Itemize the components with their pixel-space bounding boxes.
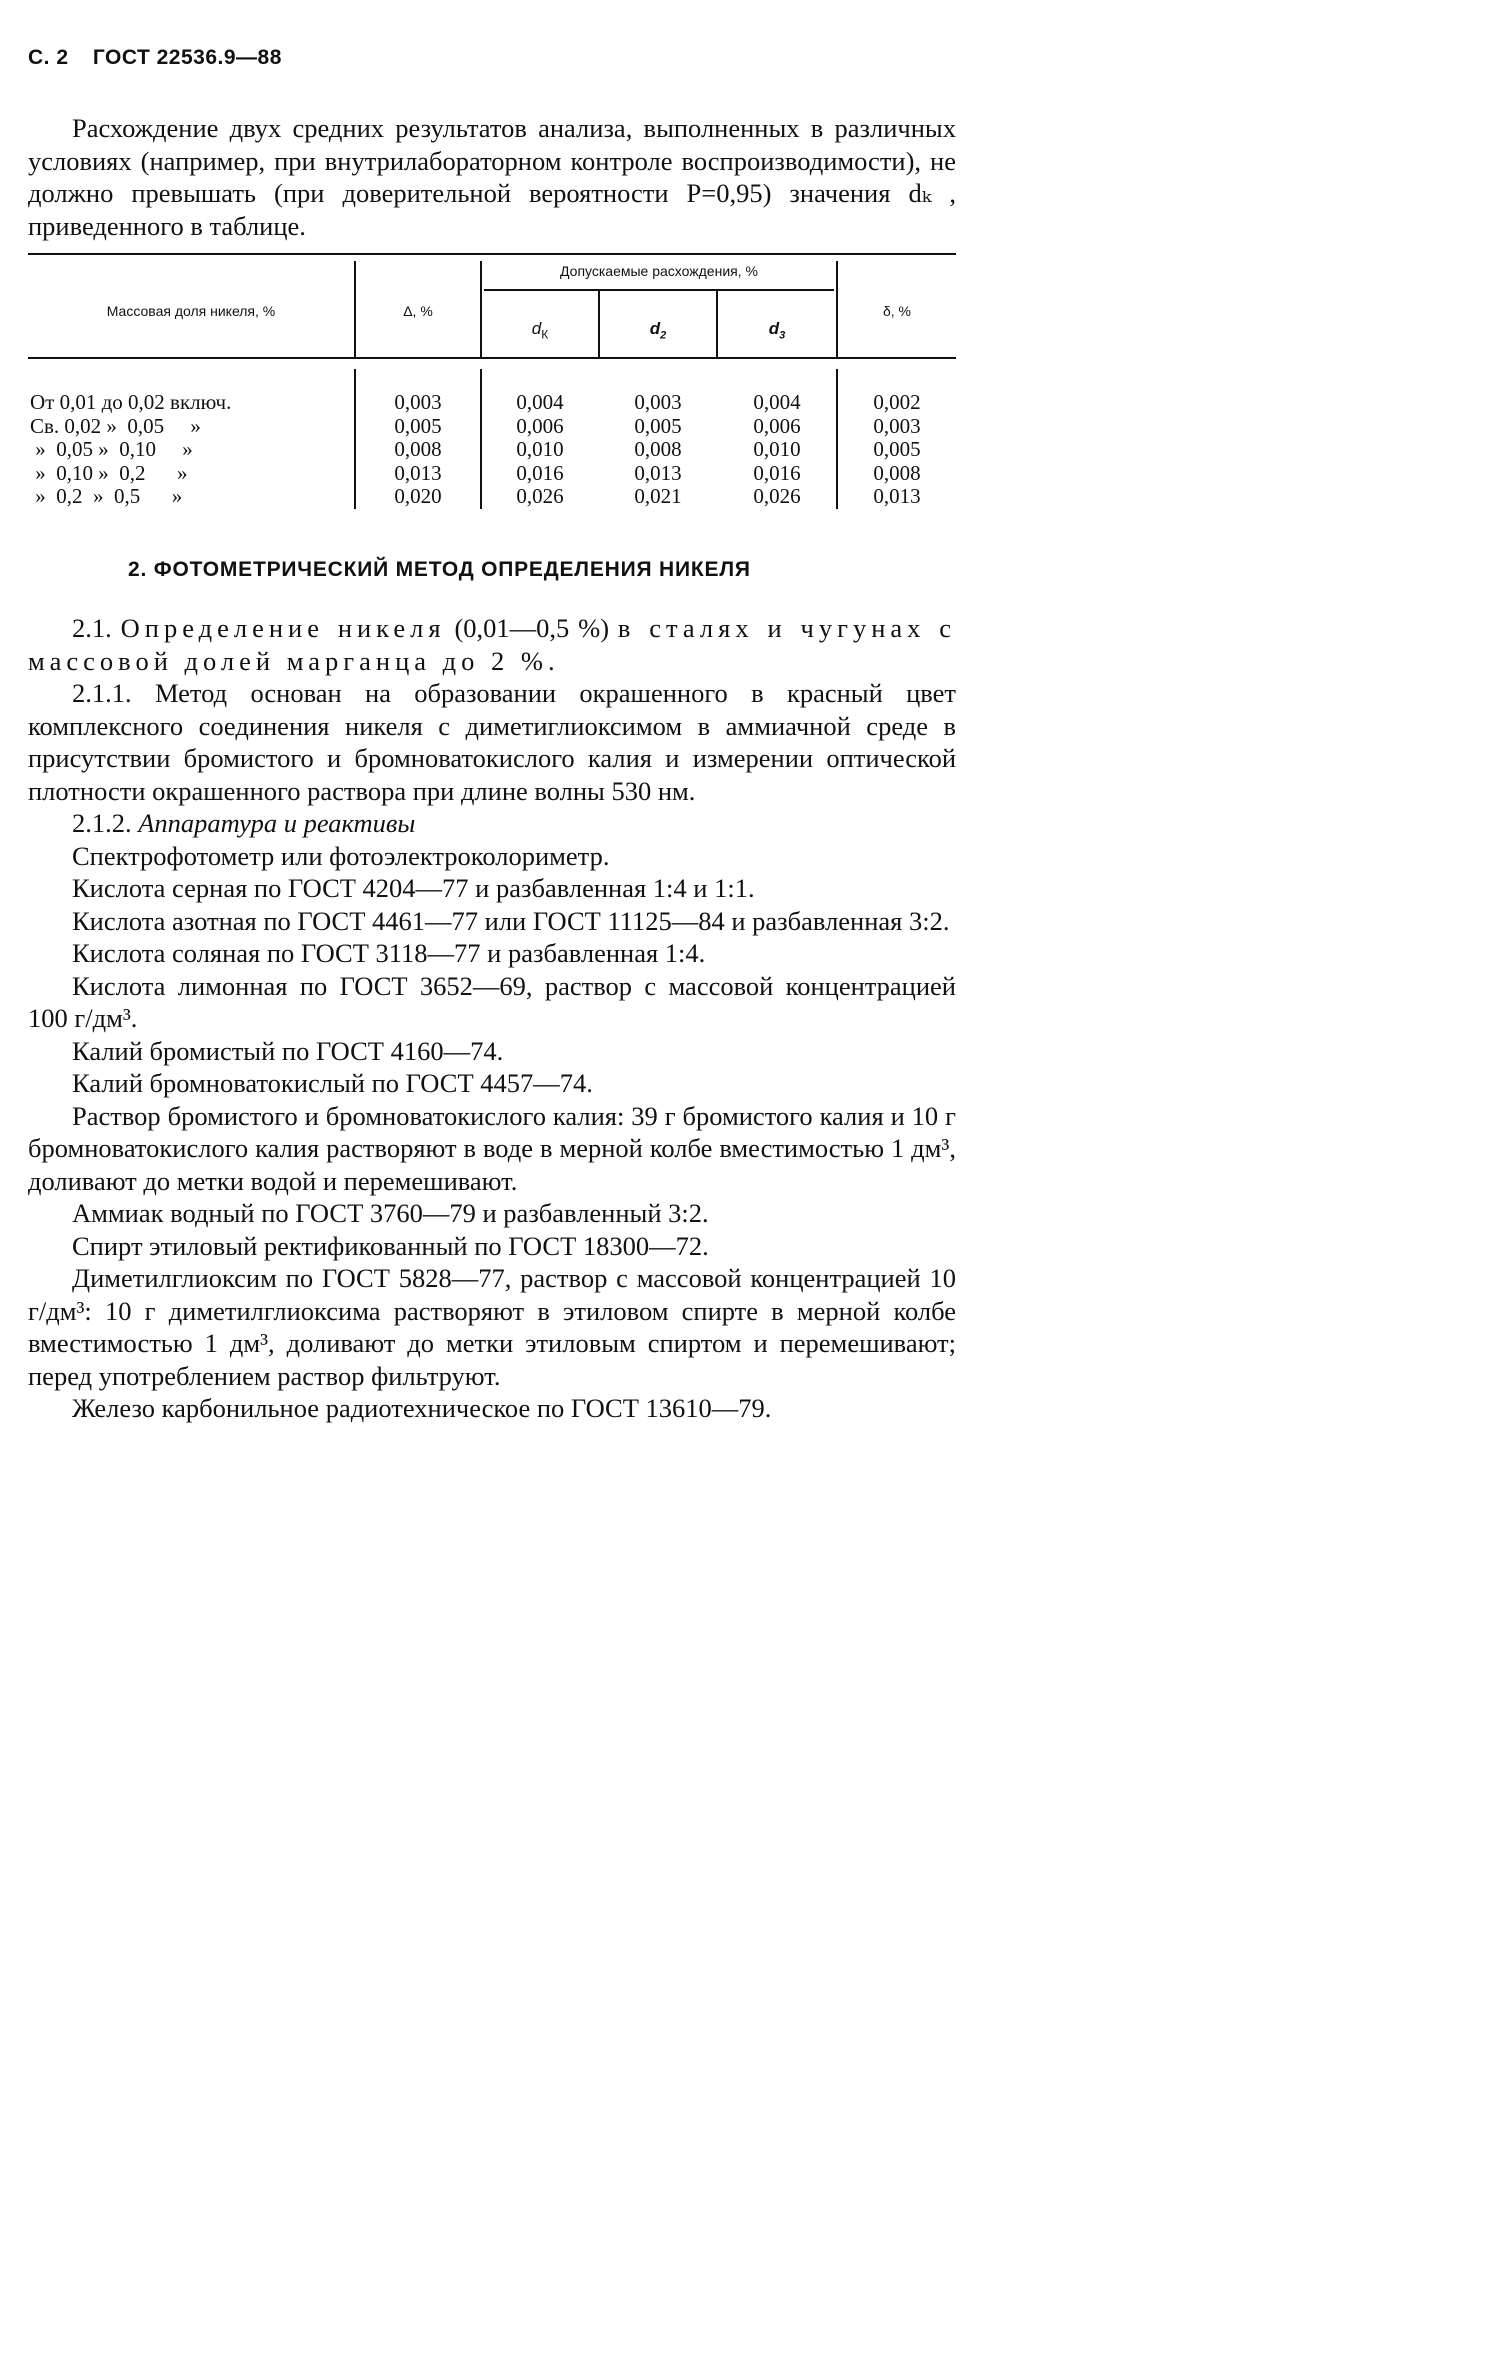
table-cell-delta: 0,005: [394, 413, 442, 438]
header-group: Допускаемые расхождения, %: [560, 263, 758, 279]
reagent-item: Кислота лимонная по ГОСТ 3652—69, раствор с массовой концентрацией 100 г/дм³.: [28, 970, 956, 1033]
document-page: [0, 0, 1000, 1583]
divider: [484, 289, 834, 291]
table-cell-d3: 0,006: [753, 413, 801, 438]
table-cell-dk: 0,016: [516, 460, 564, 485]
tolerance-table: [28, 253, 956, 513]
table-cell-small-delta: 0,008: [873, 460, 921, 485]
reagent-item: Калий бромноватокислый по ГОСТ 4457—74.: [72, 1068, 593, 1098]
table-cell-dk: 0,004: [516, 390, 564, 414]
table-cell-range: » 0,05 » 0,10 »: [30, 437, 193, 461]
header-d2-symbol: d: [649, 319, 661, 338]
column-dk: [482, 391, 598, 509]
reagent-item: Спирт этиловый ректификованный по ГОСТ 18300—72.: [72, 1230, 709, 1261]
reagent-item: Диметилглиоксим по ГОСТ 5828—77, раствор с массовой концентрацией 10 г/дм³: 10 г диметилглиоксима растворяют в этиловом спирте в мерной колбе вместимостью 1 дм³, доливают до метки этиловым спиртом и перемешивают; перед употреблением раствор фильтруют.: [28, 1263, 956, 1391]
paragraph-2-1-2: [28, 807, 956, 840]
table-cell-dk: 0,026: [516, 484, 564, 508]
header-d3: [718, 319, 836, 341]
page-number: С. 2: [28, 46, 69, 69]
column-range: [30, 391, 354, 509]
table-cell-d3: 0,004: [753, 390, 801, 414]
clause-scope: в сталях и чугунах с массовой долей марганца до 2 %.: [28, 613, 957, 676]
header-delta: Δ, %: [403, 303, 433, 319]
table-cell-delta: 0,008: [394, 437, 442, 461]
table-cell-dk: 0,006: [516, 413, 564, 438]
table-cell-small-delta: 0,003: [873, 413, 921, 438]
reagent-item: Калий бромистый по ГОСТ 4160—74.: [72, 1035, 504, 1066]
page-header: [28, 46, 300, 70]
clause-number: 2.1.: [72, 613, 121, 643]
table-cell-d2: 0,021: [634, 484, 682, 508]
table-header-rule: [28, 357, 956, 359]
table-cell-delta: 0,013: [394, 460, 442, 485]
intro-paragraph: [28, 112, 956, 242]
table-cell-d3: 0,026: [753, 484, 801, 508]
table-cell-d3: 0,010: [753, 437, 801, 461]
header-mass-fraction: Массовая доля никеля, %: [106, 303, 276, 319]
document-code: ГОСТ 22536.9—88: [92, 46, 282, 69]
section-body: [28, 612, 956, 1425]
header-small-delta: δ, %: [882, 303, 912, 319]
table-cell-d2: 0,003: [634, 390, 682, 414]
table-cell-delta: 0,003: [394, 390, 442, 414]
clause-title: Аппаратура и реактивы: [138, 808, 416, 838]
table-cell-small-delta: 0,002: [873, 390, 921, 414]
header-d3-symbol: d: [768, 319, 780, 338]
paragraph-2-1: [28, 612, 956, 677]
table-cell-small-delta: 0,005: [873, 437, 921, 461]
clause-range: (0,01—0,5 %): [445, 613, 618, 643]
table-cell-range: От 0,01 до 0,02 включ.: [30, 390, 232, 414]
table-top-rule: [28, 253, 956, 255]
table-cell-range: Св. 0,02 » 0,05 »: [30, 413, 201, 438]
column-delta: [356, 391, 480, 509]
header-dk-symbol: d: [531, 319, 542, 338]
table-cell-small-delta: 0,013: [873, 484, 921, 508]
intro-text: Расхождение двух средних результатов анализа, выполненных в различных условиях (например, при внутрилабораторном контроле воспроизводимости), не должно превышать (при доверительной вероятности P=0,95) значения dₖ , приведенного в таблице.: [28, 113, 956, 241]
reagent-item: Кислота азотная по ГОСТ 4461—77 или ГОСТ 11125—84 и разбавленная 3:2.: [72, 905, 950, 936]
table-cell-range: » 0,10 » 0,2 »: [30, 460, 188, 485]
reagent-item: Спектрофотометр или фотоэлектроколориметр.: [72, 840, 610, 871]
table-cell-d2: 0,005: [634, 413, 682, 438]
header-dk-subscript: К: [541, 327, 549, 342]
header-d2: [600, 319, 716, 341]
section-heading: 2. ФОТОМЕТРИЧЕСКИЙ МЕТОД ОПРЕДЕЛЕНИЯ НИКЕЛЯ: [128, 558, 751, 581]
paragraph-2-1-1: 2.1.1. Метод основан на образовании окрашенного в красный цвет комплексного соединения никеля с диметиглиоксимом в аммиачной среде в присутствии бромистого и бромноватокислого калия и измерении оптической плотности окрашенного раствора при длине волны 530 нм.: [28, 678, 956, 806]
column-d3: [718, 391, 836, 509]
table-cell-delta: 0,020: [394, 484, 442, 508]
clause-number: 2.1.2.: [72, 808, 139, 838]
reagent-item: Кислота соляная по ГОСТ 3118—77 и разбавленная 1:4.: [72, 938, 706, 968]
column-d2: [600, 391, 716, 509]
table-cell-dk: 0,010: [516, 437, 564, 461]
reagent-item: Аммиак водный по ГОСТ 3760—79 и разбавленный 3:2.: [72, 1198, 709, 1228]
table-cell-d3: 0,016: [753, 460, 801, 485]
clause-title: Определение никеля: [120, 613, 446, 643]
header-dk: [482, 319, 598, 341]
column-small-delta: [838, 391, 956, 509]
reagent-item: Железо карбонильное радиотехническое по ГОСТ 13610—79.: [72, 1393, 772, 1423]
header-d3-subscript: 3: [779, 329, 786, 342]
header-d2-subscript: 2: [660, 329, 667, 342]
table-cell-range: » 0,2 » 0,5 »: [30, 484, 183, 508]
table-cell-d2: 0,008: [634, 437, 682, 461]
reagent-item: Кислота серная по ГОСТ 4204—77 и разбавленная 1:4 и 1:1.: [72, 873, 755, 903]
table-cell-d2: 0,013: [634, 460, 682, 485]
reagent-item: Раствор бромистого и бромноватокислого калия: 39 г бромистого калия и 10 г бромноватокислого калия растворяют в воде в мерной колбе вместимостью 1 дм³, доливают до метки водой и перемешивают.: [28, 1100, 956, 1196]
